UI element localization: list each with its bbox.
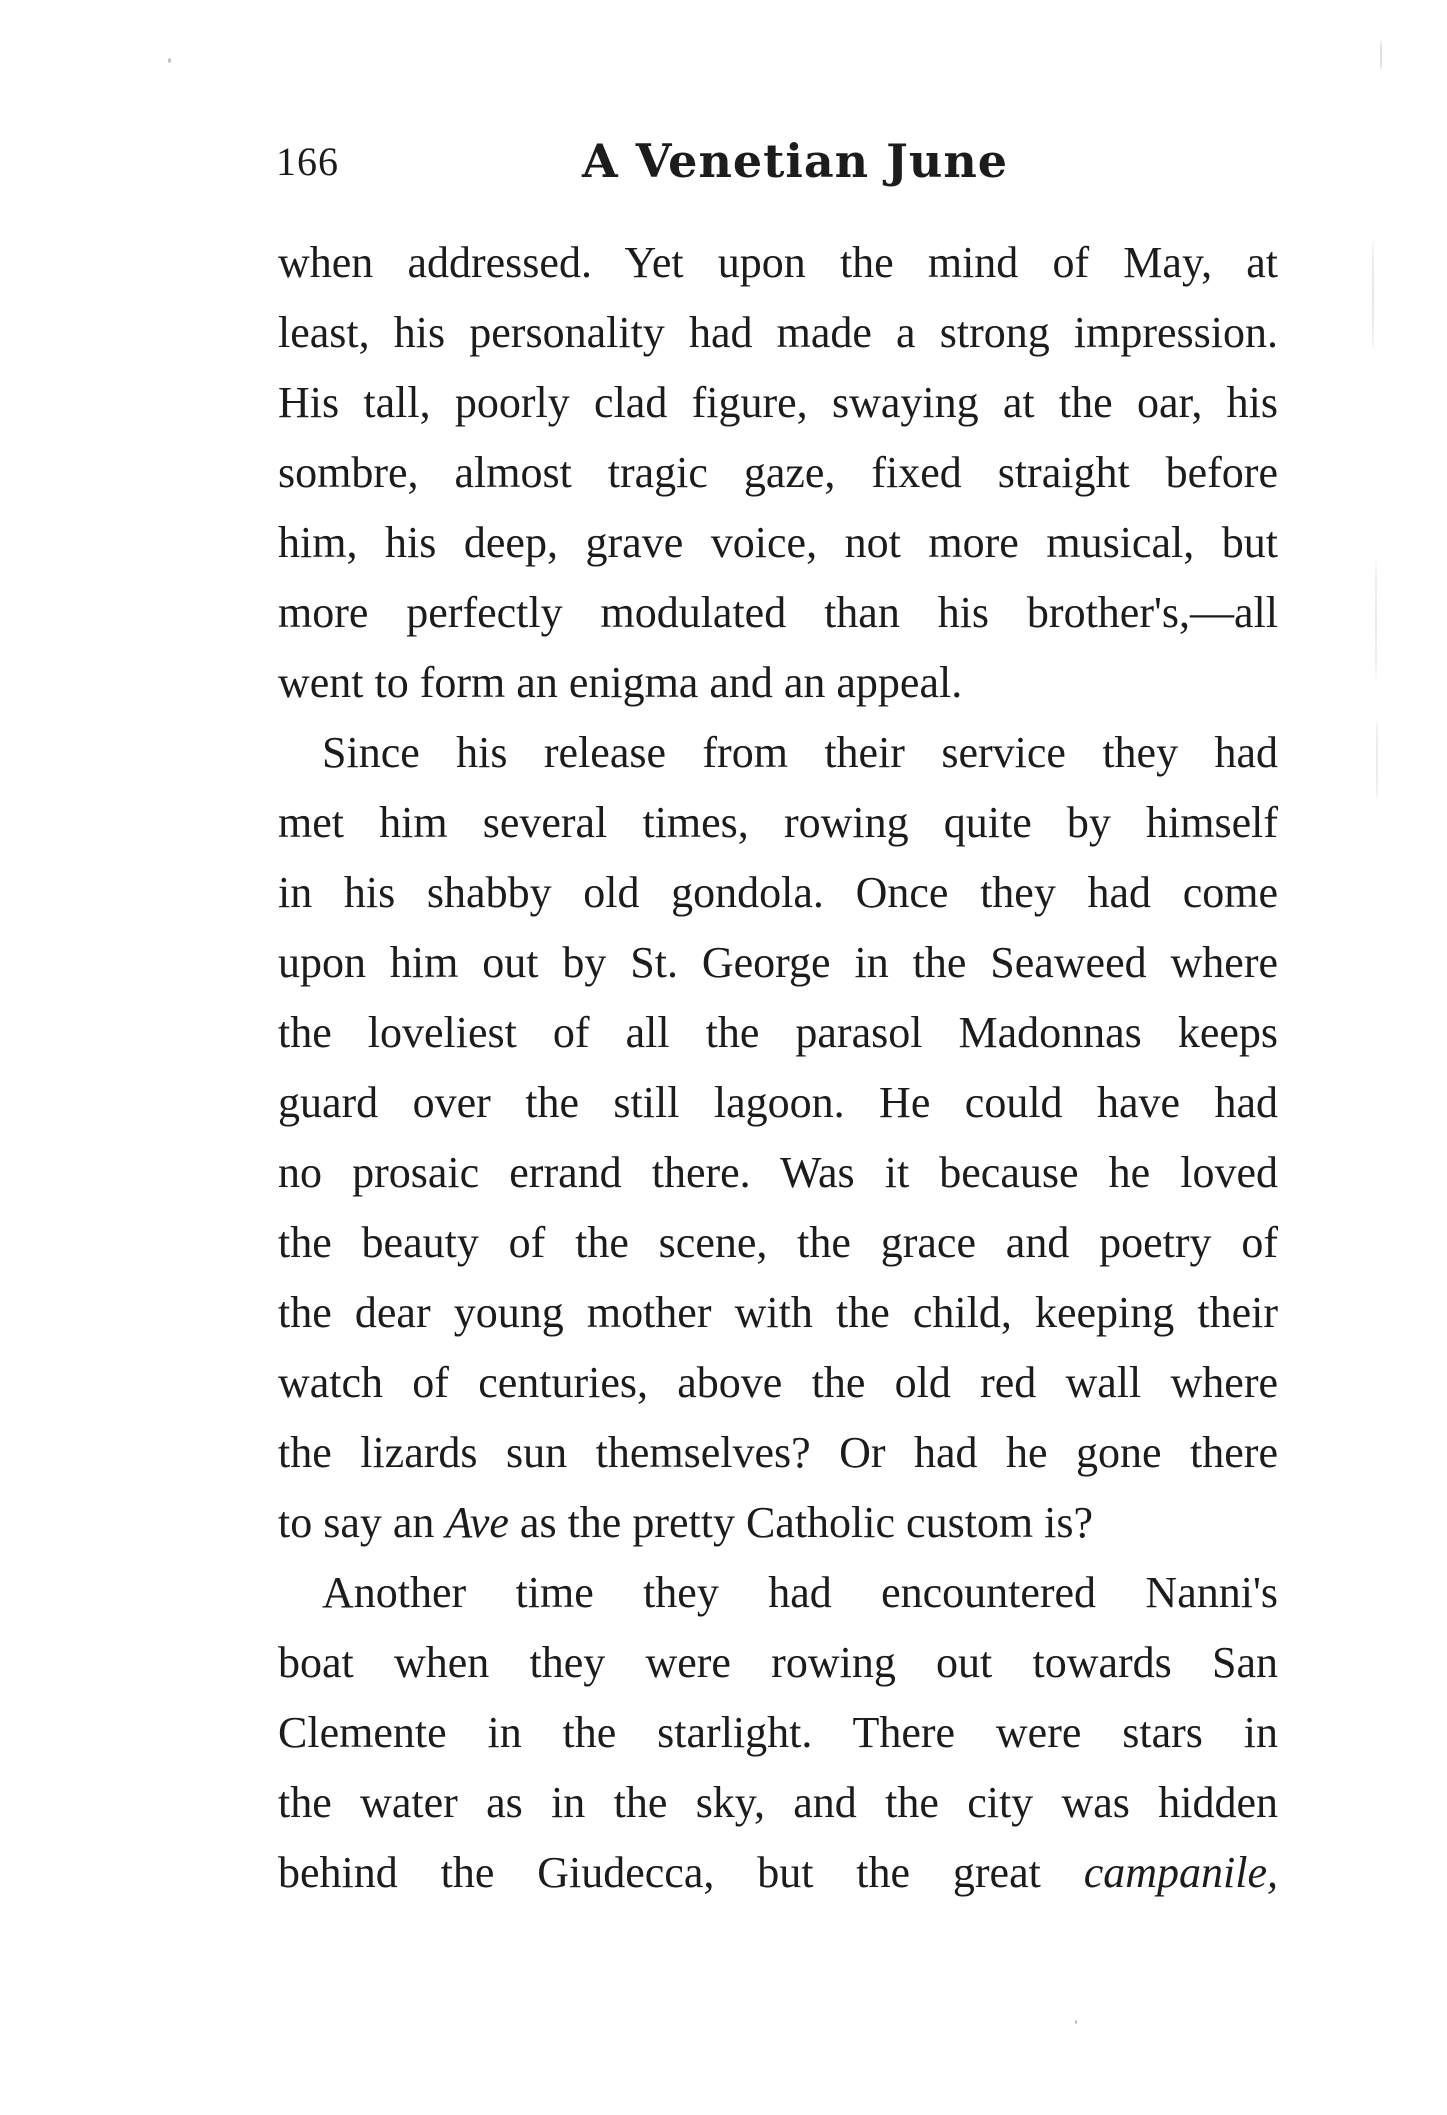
paragraph xyxy=(278,718,1278,1558)
paragraph xyxy=(278,1558,1278,1908)
text-line: him, his deep, grave voice, not more musical, but xyxy=(278,518,1278,567)
paper-speck xyxy=(1372,240,1374,350)
text-run: to say an xyxy=(278,1498,446,1547)
text-run: as the pretty Catholic custom is? xyxy=(508,1498,1094,1547)
paragraph xyxy=(278,228,1278,718)
text-line: guard over the still lagoon. He could have had xyxy=(278,1078,1278,1127)
text-line: when addressed. Yet upon the mind of May, at xyxy=(278,238,1278,287)
page-header xyxy=(276,134,1276,198)
running-title: A Venetian June xyxy=(582,134,1009,188)
text-line: Clemente in the starlight. There were stars in xyxy=(278,1708,1278,1757)
paper-speck xyxy=(1376,720,1378,800)
text-line xyxy=(278,1838,1278,1908)
paper-speck xyxy=(1075,2020,1077,2024)
text-line: the loveliest of all the parasol Madonnas keeps xyxy=(278,1008,1278,1057)
text-line: the lizards sun themselves? Or had he gone there xyxy=(278,1428,1278,1477)
paper-speck xyxy=(168,58,171,63)
text-line: the dear young mother with the child, keeping their xyxy=(278,1288,1278,1337)
text-line: went to form an enigma and an appeal. xyxy=(278,658,963,707)
text-line: in his shabby old gondola. Once they had come xyxy=(278,868,1278,917)
body-text xyxy=(278,228,1278,1908)
text-line: upon him out by St. George in the Seaweed where xyxy=(278,938,1278,987)
text-line xyxy=(278,1488,1278,1558)
text-line: sombre, almost tragic gaze, fixed straight before xyxy=(278,448,1278,497)
page-number: 166 xyxy=(276,139,339,184)
text-line: more perfectly modulated than his brother's,—all xyxy=(278,588,1278,637)
text-line: Since his release from their service they had xyxy=(322,728,1278,777)
text-line: His tall, poorly clad figure, swaying at the oar, his xyxy=(278,378,1278,427)
italic-word: Ave xyxy=(445,1498,509,1547)
text-line: watch of centuries, above the old red wall where xyxy=(278,1358,1278,1407)
text-line: the beauty of the scene, the grace and poetry of xyxy=(278,1218,1278,1267)
italic-word: campanile, xyxy=(1083,1848,1278,1897)
paper-speck xyxy=(1380,40,1382,70)
text-line: boat when they were rowing out towards San xyxy=(278,1638,1278,1687)
text-run: behind the Giudecca, but the great xyxy=(278,1848,1084,1897)
text-line: least, his personality had made a strong impression. xyxy=(278,308,1278,357)
paper-speck xyxy=(1375,560,1377,680)
text-line: met him several times, rowing quite by himself xyxy=(278,798,1278,847)
text-line: Another time they had encountered Nanni's xyxy=(322,1568,1278,1617)
text-line: no prosaic errand there. Was it because he loved xyxy=(278,1148,1278,1197)
text-line: the water as in the sky, and the city was hidden xyxy=(278,1778,1278,1827)
